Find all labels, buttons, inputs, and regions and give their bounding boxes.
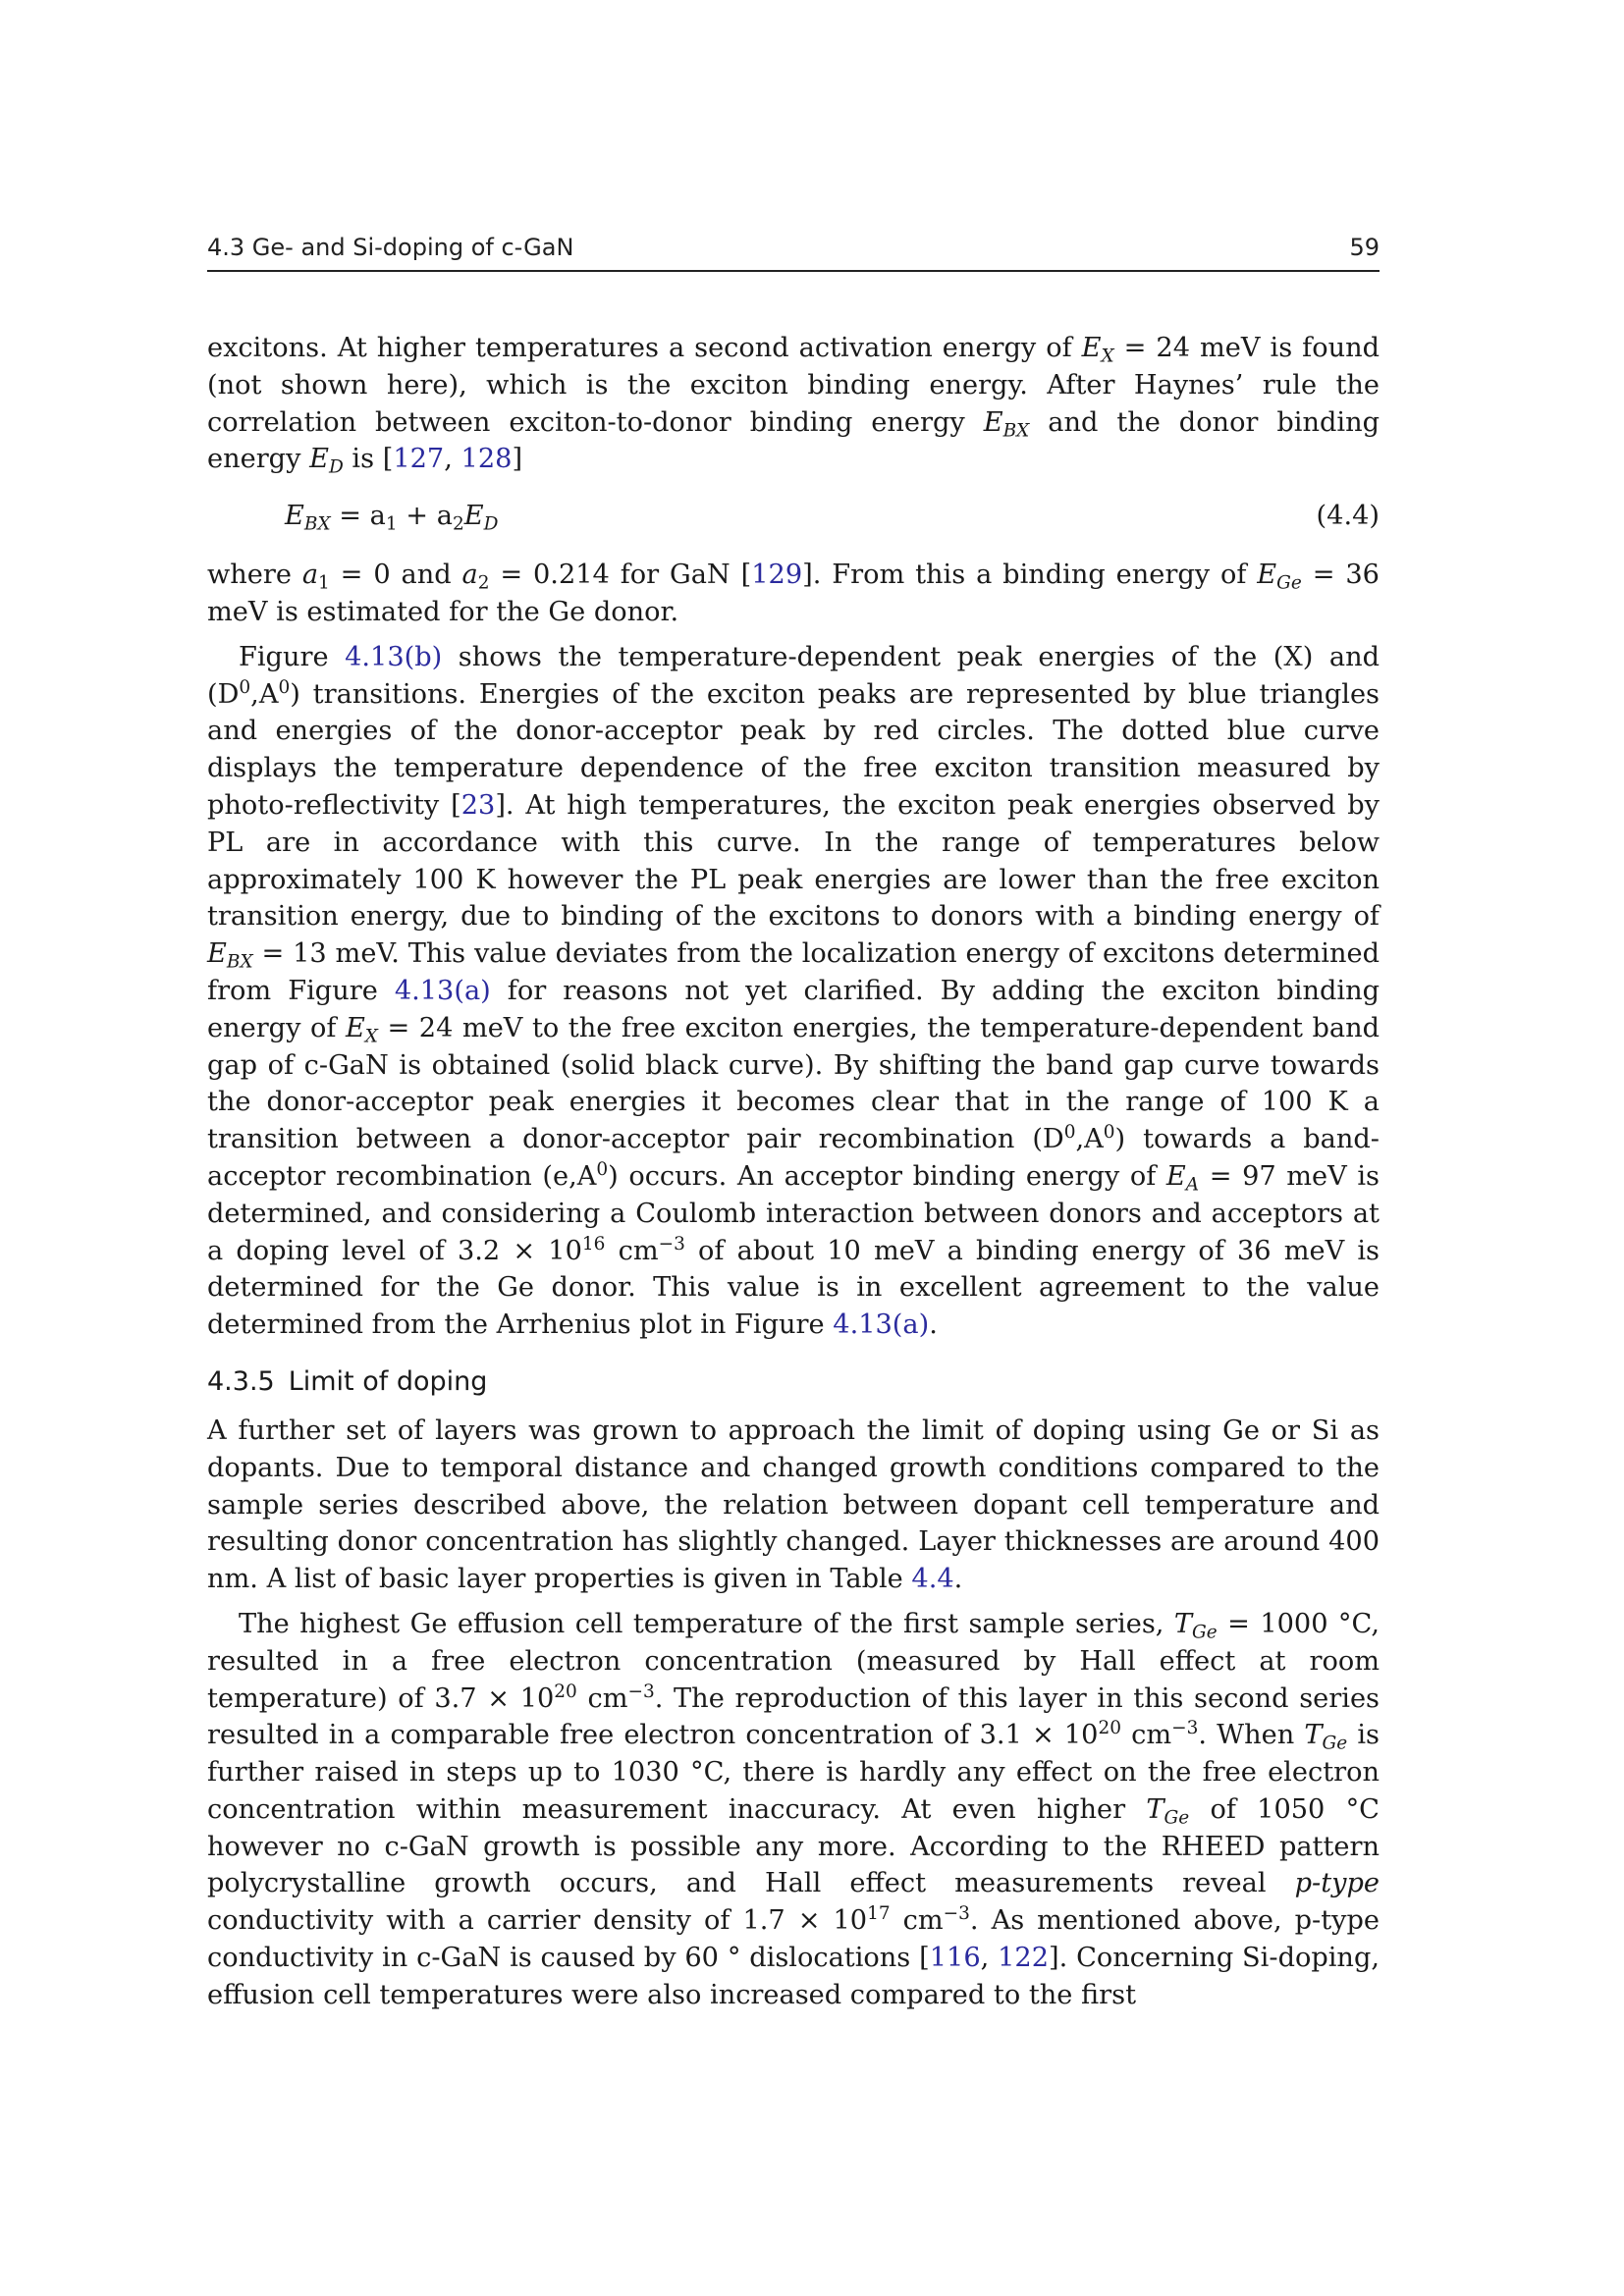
page-number: 59	[1349, 234, 1380, 261]
table-link[interactable]: 4.4	[911, 1564, 954, 1595]
paragraph-2: where $a_1 = 0$ and $a_2 = 0.214$ for GaN [129]. From this a binding energy of $E_{Ge} = 36$ meV is estimated for the Ge donor.	[207, 560, 1380, 627]
citation-link[interactable]: 127	[393, 444, 445, 475]
citation-link[interactable]: 129	[751, 560, 803, 591]
equation-number: (4.4)	[1316, 501, 1380, 532]
equation-4-4	[207, 484, 1380, 551]
section-title: Limit of doping	[288, 1365, 488, 1397]
running-head	[207, 234, 1380, 269]
body-text	[207, 330, 1380, 2014]
citation-link[interactable]: 122	[998, 1943, 1050, 1974]
figure-link[interactable]: 4.13(a)	[394, 975, 491, 1006]
paragraph-3: Figure 4.13(b) shows the temperature-dependent peak energies of the (X) and $(D^0,A^0)$ transitions. Energies of the exciton peaks are represented by blue triangles and energies of the donor-acceptor peak by red circles. The dotted blue curve displays the temperature dependence of the free exciton transition measured by photo-reflectivity [23]. At high temperatures, the exciton peak energies observed by PL are in accordance with this curve. In the range of temperatures below approximately 100 K however the PL peak energies are lower than the free exciton transition energy, due to binding of the excitons to donors with a binding energy of $E_{BX} = 13$ meV. This value deviates from the localization energy of excitons determined from Figure 4.13(a) for reasons not yet clarified. By adding the exciton binding energy of $E_X = 24$ meV to the free exciton energies, the temperature-dependent band gap of c-GaN is obtained (solid black curve). By shifting the band gap curve towards the donor-acceptor peak energies it becomes clear that in the range of 100 K a transition between a donor-acceptor pair recombination $(D^0,A^0)$ towards a band-acceptor recombination $(e,A^0)$ occurs. An acceptor binding energy of $E_A = 97$ meV is determined, and considering a Coulomb interaction between donors and acceptors at a doping level of $3.2 \times 10^{16}$ $cm^{-3}$ of about 10 meV a binding energy of 36 meV is determined for the Ge donor. This value is in excellent agreement to the value determined from the Arrhenius plot in Figure 4.13(a).	[207, 641, 1380, 1341]
citation-link[interactable]: 23	[460, 789, 496, 821]
equation-body: $E_{BX} = a_1 + a_2E_D$	[285, 501, 499, 535]
paragraph-4: A further set of layers was grown to approach the limit of doping using Ge or Si as dopants. Due to temporal distance and changed growth conditions compared to the sample series described above, the relation between dopant cell temperature and resulting donor concentration has slightly changed. Layer thicknesses are around 400 nm. A list of basic layer properties is given in Table 4.4.	[207, 1415, 1380, 1595]
section-heading-4-3-5	[207, 1365, 1380, 1399]
paragraph-1: excitons. At higher temperatures a second activation energy of $E_X = 24$ meV is found (not shown here), which is the exciton binding energy. After Haynes’ rule the correlation between exciton-to-donor binding energy $E_{BX}$ and the donor binding energy $E_D$ is [127, 128]	[207, 333, 1380, 478]
figure-link[interactable]: 4.13(a)	[833, 1309, 930, 1341]
citation-link[interactable]: 116	[929, 1943, 981, 1974]
citation-link[interactable]: 128	[460, 444, 513, 475]
section-number: 4.3.5	[207, 1365, 275, 1397]
figure-link[interactable]: 4.13(b)	[345, 641, 443, 672]
header-rule	[207, 270, 1380, 272]
running-head-section: 4.3 Ge- and Si-doping of c-GaN	[207, 234, 574, 261]
paragraph-5: The highest Ge effusion cell temperature of the first sample series, $T_{Ge} = 1000$ °C, resulted in a free electron concentration (measured by Hall effect at room temperature) of $3.7 \times 10^{20}$ $cm^{-3}$. The reproduction of this layer in this second series resulted in a comparable free electron concentration of $3.1 \times 10^{20}$ $cm^{-3}$. When $T_{Ge}$ is further raised in steps up to 1030 °C, there is hardly any effect on the free electron concentration within measurement inaccuracy. At even higher $T_{Ge}$ of 1050 °C however no c-GaN growth is possible any more. According to the RHEED pattern polycrystalline growth occurs, and Hall effect measurements reveal p-type conductivity with a carrier density of $1.7 \times 10^{17}$ $cm^{-3}$. As mentioned above, p-type conductivity in c-GaN is caused by 60 ° dislocations [116, 122]. Concerning Si-doping, effusion cell temperatures were also increased compared to the first	[207, 1608, 1380, 2010]
